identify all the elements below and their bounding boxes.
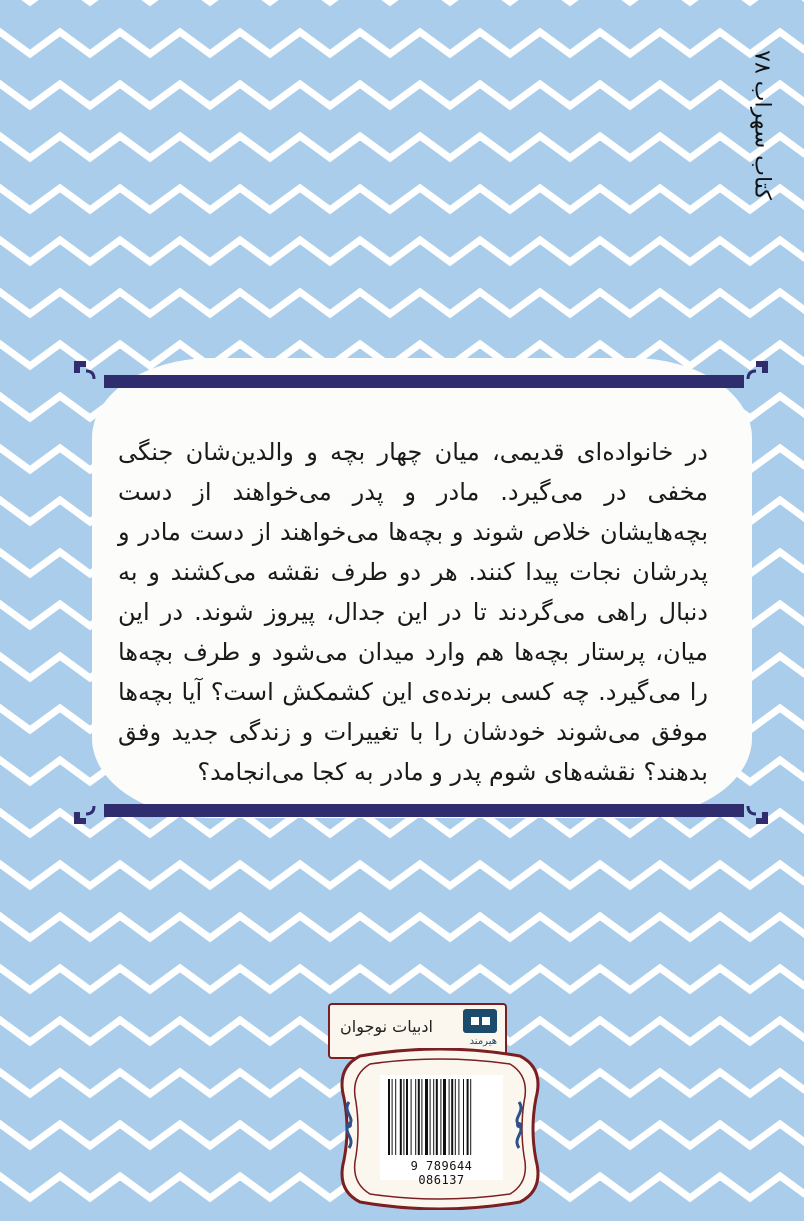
category-label: ادبیات نوجوان [340, 1017, 433, 1036]
barcode-bars [386, 1079, 497, 1155]
flourish-icon [340, 1100, 358, 1150]
barcode [380, 1075, 503, 1187]
corner-ornament-icon [744, 355, 774, 385]
panel-bottom-bar [104, 804, 744, 817]
flourish-icon [510, 1100, 528, 1150]
publisher-logo-icon [463, 1009, 497, 1033]
series-label [742, 30, 782, 220]
corner-ornament-icon [68, 355, 98, 385]
panel-top-bar [104, 375, 744, 388]
isbn-number: 9 789644 086137 [410, 1159, 473, 1187]
book-blurb: در خانواده‌ای قدیمی، میان چهار بچه و والدین‌شان جنگی مخفی در می‌گیرد. مادر و پدر می‌خواهند از دست بچه‌هایشان خلاص شوند و بچه‌ها می‌خواهند از دست مادر و پدرشان نجات پیدا کنند. هر دو طرف نقشه می‌کشند و به دنبال راهی می‌گردند تا در این جدال، پیروز شوند. در این میان، پرستار بچه‌ها هم وارد میدان می‌شود و طرف بچه‌ها را می‌گیرد. چه کسی برنده‌ی این کشمکش است؟ آیا بچه‌ها موفق می‌شوند خودشان را با تغییرات و زندگی جدید وفق بدهند؟ نقشه‌های شوم پدر و مادر به کجا می‌انجامد؟ [118, 438, 708, 786]
publisher-name: هیرمند [469, 1036, 497, 1047]
corner-ornament-icon [68, 800, 98, 830]
series-label-text: کتاب سهراب ۷۸ [749, 50, 775, 200]
corner-ornament-icon [744, 800, 774, 830]
